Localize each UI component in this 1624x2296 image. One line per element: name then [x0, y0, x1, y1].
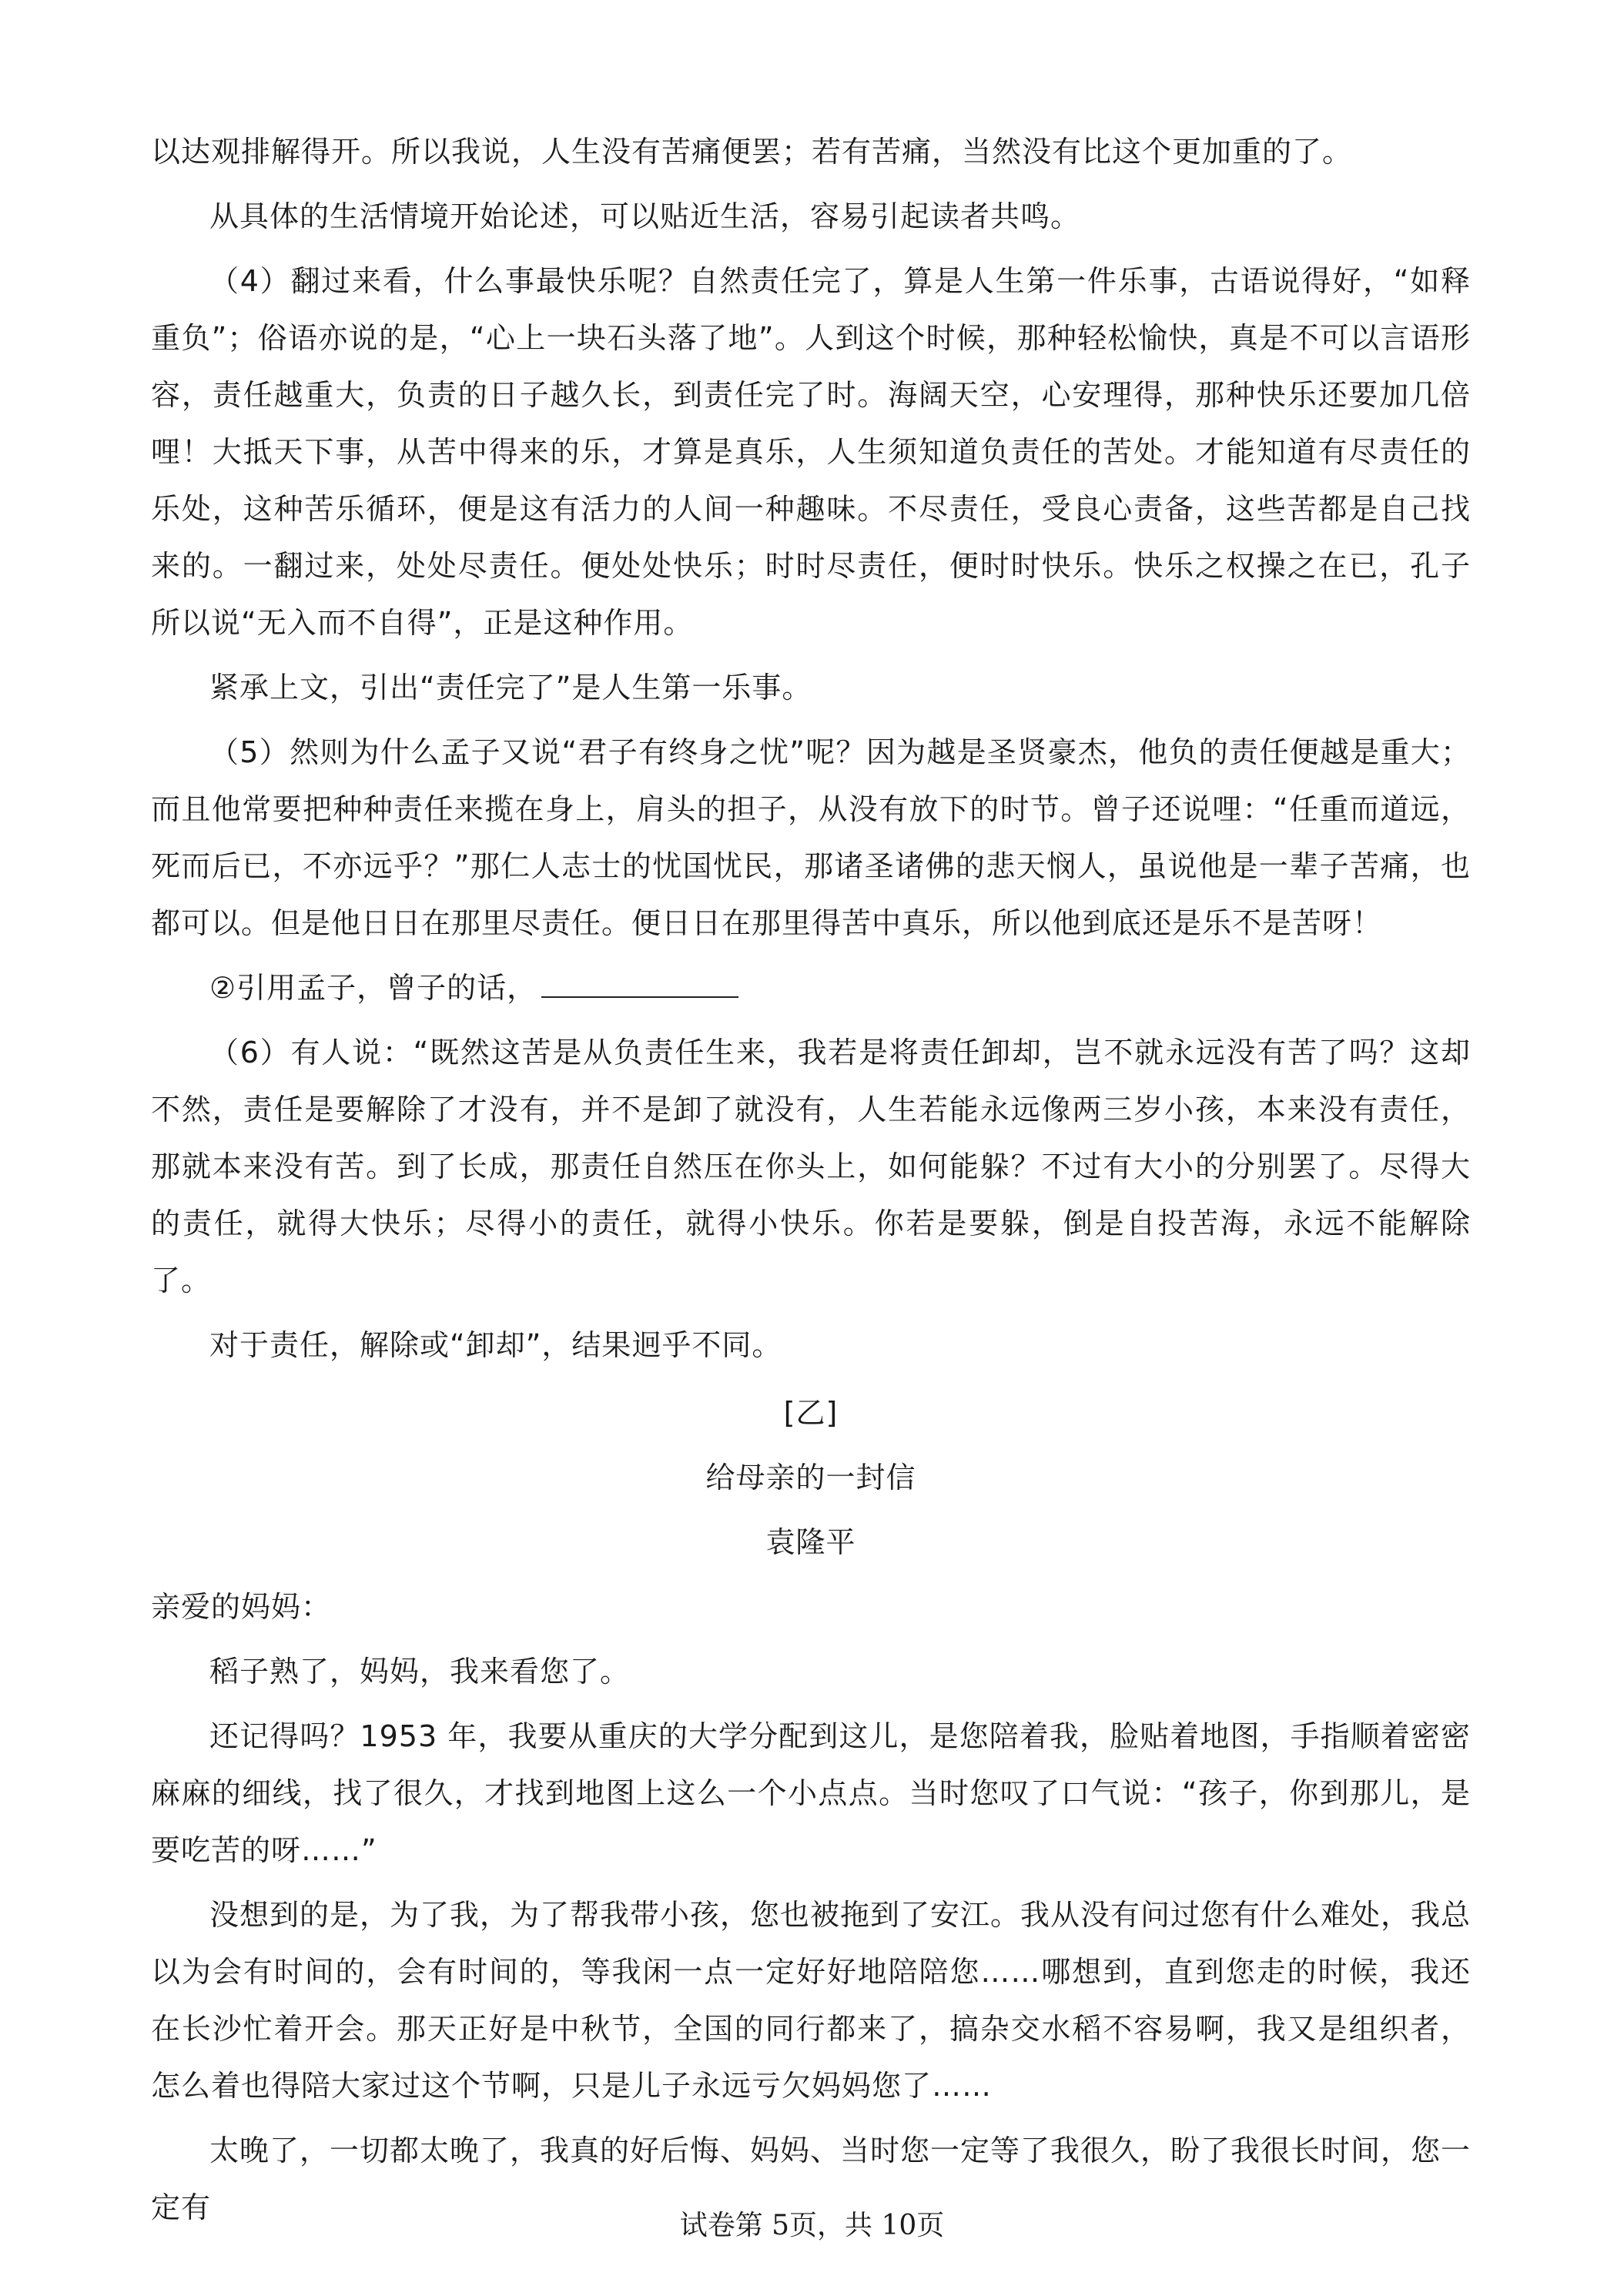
letter-salutation: 亲爱的妈妈： [151, 1590, 332, 1624]
page-footer: 试卷第 5页，共 10页 [679, 2210, 945, 2241]
letter-paragraph: 太晚了，一切都太晚了，我真的好后悔、妈妈、当时您一定等了我很久，盼了我很长时间，您一定有 [151, 2134, 1472, 2224]
annotation-paragraph: 紧承上文，引出“责任完了”是人生第一乐事。 [209, 671, 812, 705]
letter-paragraph: 稻子熟了，妈妈，我来看您了。 [209, 1655, 631, 1689]
annotation-paragraph: 对于责任，解除或“卸却”，结果迥乎不同。 [209, 1328, 782, 1362]
answer-blank[interactable] [541, 970, 738, 998]
article-title: 给母亲的一封信 [705, 1461, 916, 1494]
paragraph: 以达观排解得开。所以我说，人生没有苦痛便罢；若有苦痛，当然没有比这个更加重的了。 [151, 135, 1353, 169]
paragraph-4: （4）翻过来看，什么事最快乐呢？自然责任完了，算是人生第一件乐事，古语说得好，“如释重负”；俗语亦说的是，“心上一块石头落了地”。人到这个时候，那种轻松愉快，真是不可以言语形容，责任越重大，负责的日子越久长，到责任完了时。海阔天空，心安理得，那种快乐还要加几倍哩！大抵天下事，从苦中得来的乐，才算是真乐，人生须知道负责任的苦处。才能知道有尽责任的乐处，这种苦乐循环，便是这有活力的人间一种趣味。不尽责任，受良心责备，这些苦都是自己找来的。一翻过来，处处尽责任。便处处快乐；时时尽责任，便时时快乐。快乐之权操之在已，孔子所以说“无入而不自得”，正是这种作用。 [151, 264, 1471, 640]
annotation-paragraph: 从具体的生活情境开始论述，可以贴近生活，容易引起读者共鸣。 [209, 199, 1081, 233]
paragraph-5: （5）然则为什么孟子又说“君子有终身之忧”呢？因为越是圣贤豪杰，他负的责任便越是重大；而且他常要把种种责任来揽在身上，肩头的担子，从没有放下的时节。曾子还说哩：“任重而道远，死而后已，不亦远乎？”那仁人志士的忧国忧民，那诸圣诸佛的悲天悯人，虽说他是一辈子苦痛，也都可以。但是他日日在那里尽责任。便日日在那里得苦中真乐，所以他到底还是乐不是苦呀！ [151, 735, 1471, 940]
question-text: ②引用孟子，曾子的话， [209, 971, 537, 1005]
section-label: [乙] [783, 1396, 839, 1430]
question-fill-blank [151, 959, 1471, 1016]
letter-paragraph: 没想到的是，为了我，为了帮我带小孩，您也被拖到了安江。我从没有问过您有什么难处，我总以为会有时间的，会有时间的，等我闲一点一定好好地陪陪您……哪想到，直到您走的时候，我还在长沙忙着开会。那天正好是中秋节，全国的同行都来了，搞杂交水稻不容易啊，我又是组织者，怎么着也得陪大家过这个节啊，只是儿子永远亏欠妈妈您了…… [151, 1898, 1472, 2103]
page-content [151, 123, 1471, 2236]
paragraph-6: （6）有人说：“既然这苦是从负责任生来，我若是将责任卸却，岂不就永远没有苦了吗？这却不然，责任是要解除了才没有，并不是卸了就没有，人生若能永远像两三岁小孩，本来没有责任，那就本来没有苦。到了长成，那责任自然压在你头上，如何能躲？不过有大小的分别罢了。尽得大的责任，就得大快乐；尽得小的责任，就得小快乐。你若是要躲，倒是自投苦海，永远不能解除了。 [151, 1036, 1471, 1297]
article-author: 袁隆平 [765, 1525, 856, 1559]
letter-paragraph: 还记得吗？1953 年，我要从重庆的大学分配到这儿，是您陪着我，脸贴着地图，手指顺着密密麻麻的细线，找了很久，才找到地图上这么一个小点点。当时您叹了口气说：“孩子，你到那儿，是要吃苦的呀……” [151, 1719, 1471, 1867]
